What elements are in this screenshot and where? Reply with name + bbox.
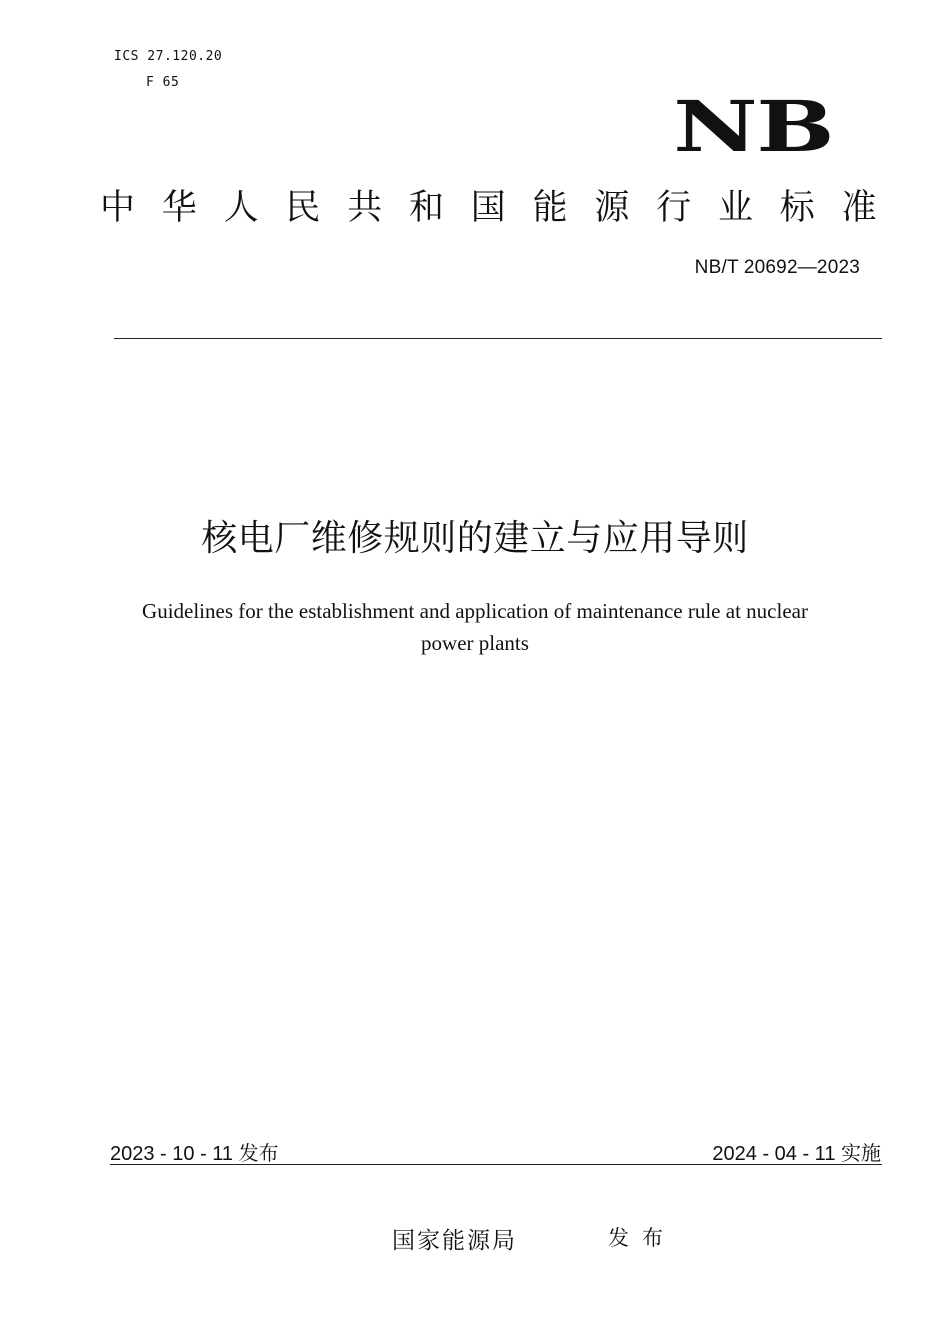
document-title-en <box>110 595 840 659</box>
issuing-authority: 国家能源局 <box>392 1228 517 1254</box>
standard-category-title: 中华人民共和国能源行业标准 <box>100 188 904 228</box>
top-divider <box>114 338 882 339</box>
nb-logo: NB <box>673 85 833 168</box>
bottom-divider <box>110 1164 882 1165</box>
ccs-code: F 65 <box>146 75 180 90</box>
document-title-cn: 核电厂维修规则的建立与应用导则 <box>201 518 749 559</box>
document-title-en-line1: Guidelines for the establishment and application of maintenance rule at nuclear <box>142 599 808 623</box>
document-title-en-line2: power plants <box>421 631 529 655</box>
publish-date: 2023 - 10 - 11 发布 <box>110 1143 279 1165</box>
issue-label: 发布 <box>608 1226 676 1250</box>
ics-code: ICS 27.120.20 <box>114 49 223 64</box>
effective-date: 2024 - 04 - 11 实施 <box>712 1143 881 1165</box>
standard-number: NB/T 20692—2023 <box>694 257 860 278</box>
